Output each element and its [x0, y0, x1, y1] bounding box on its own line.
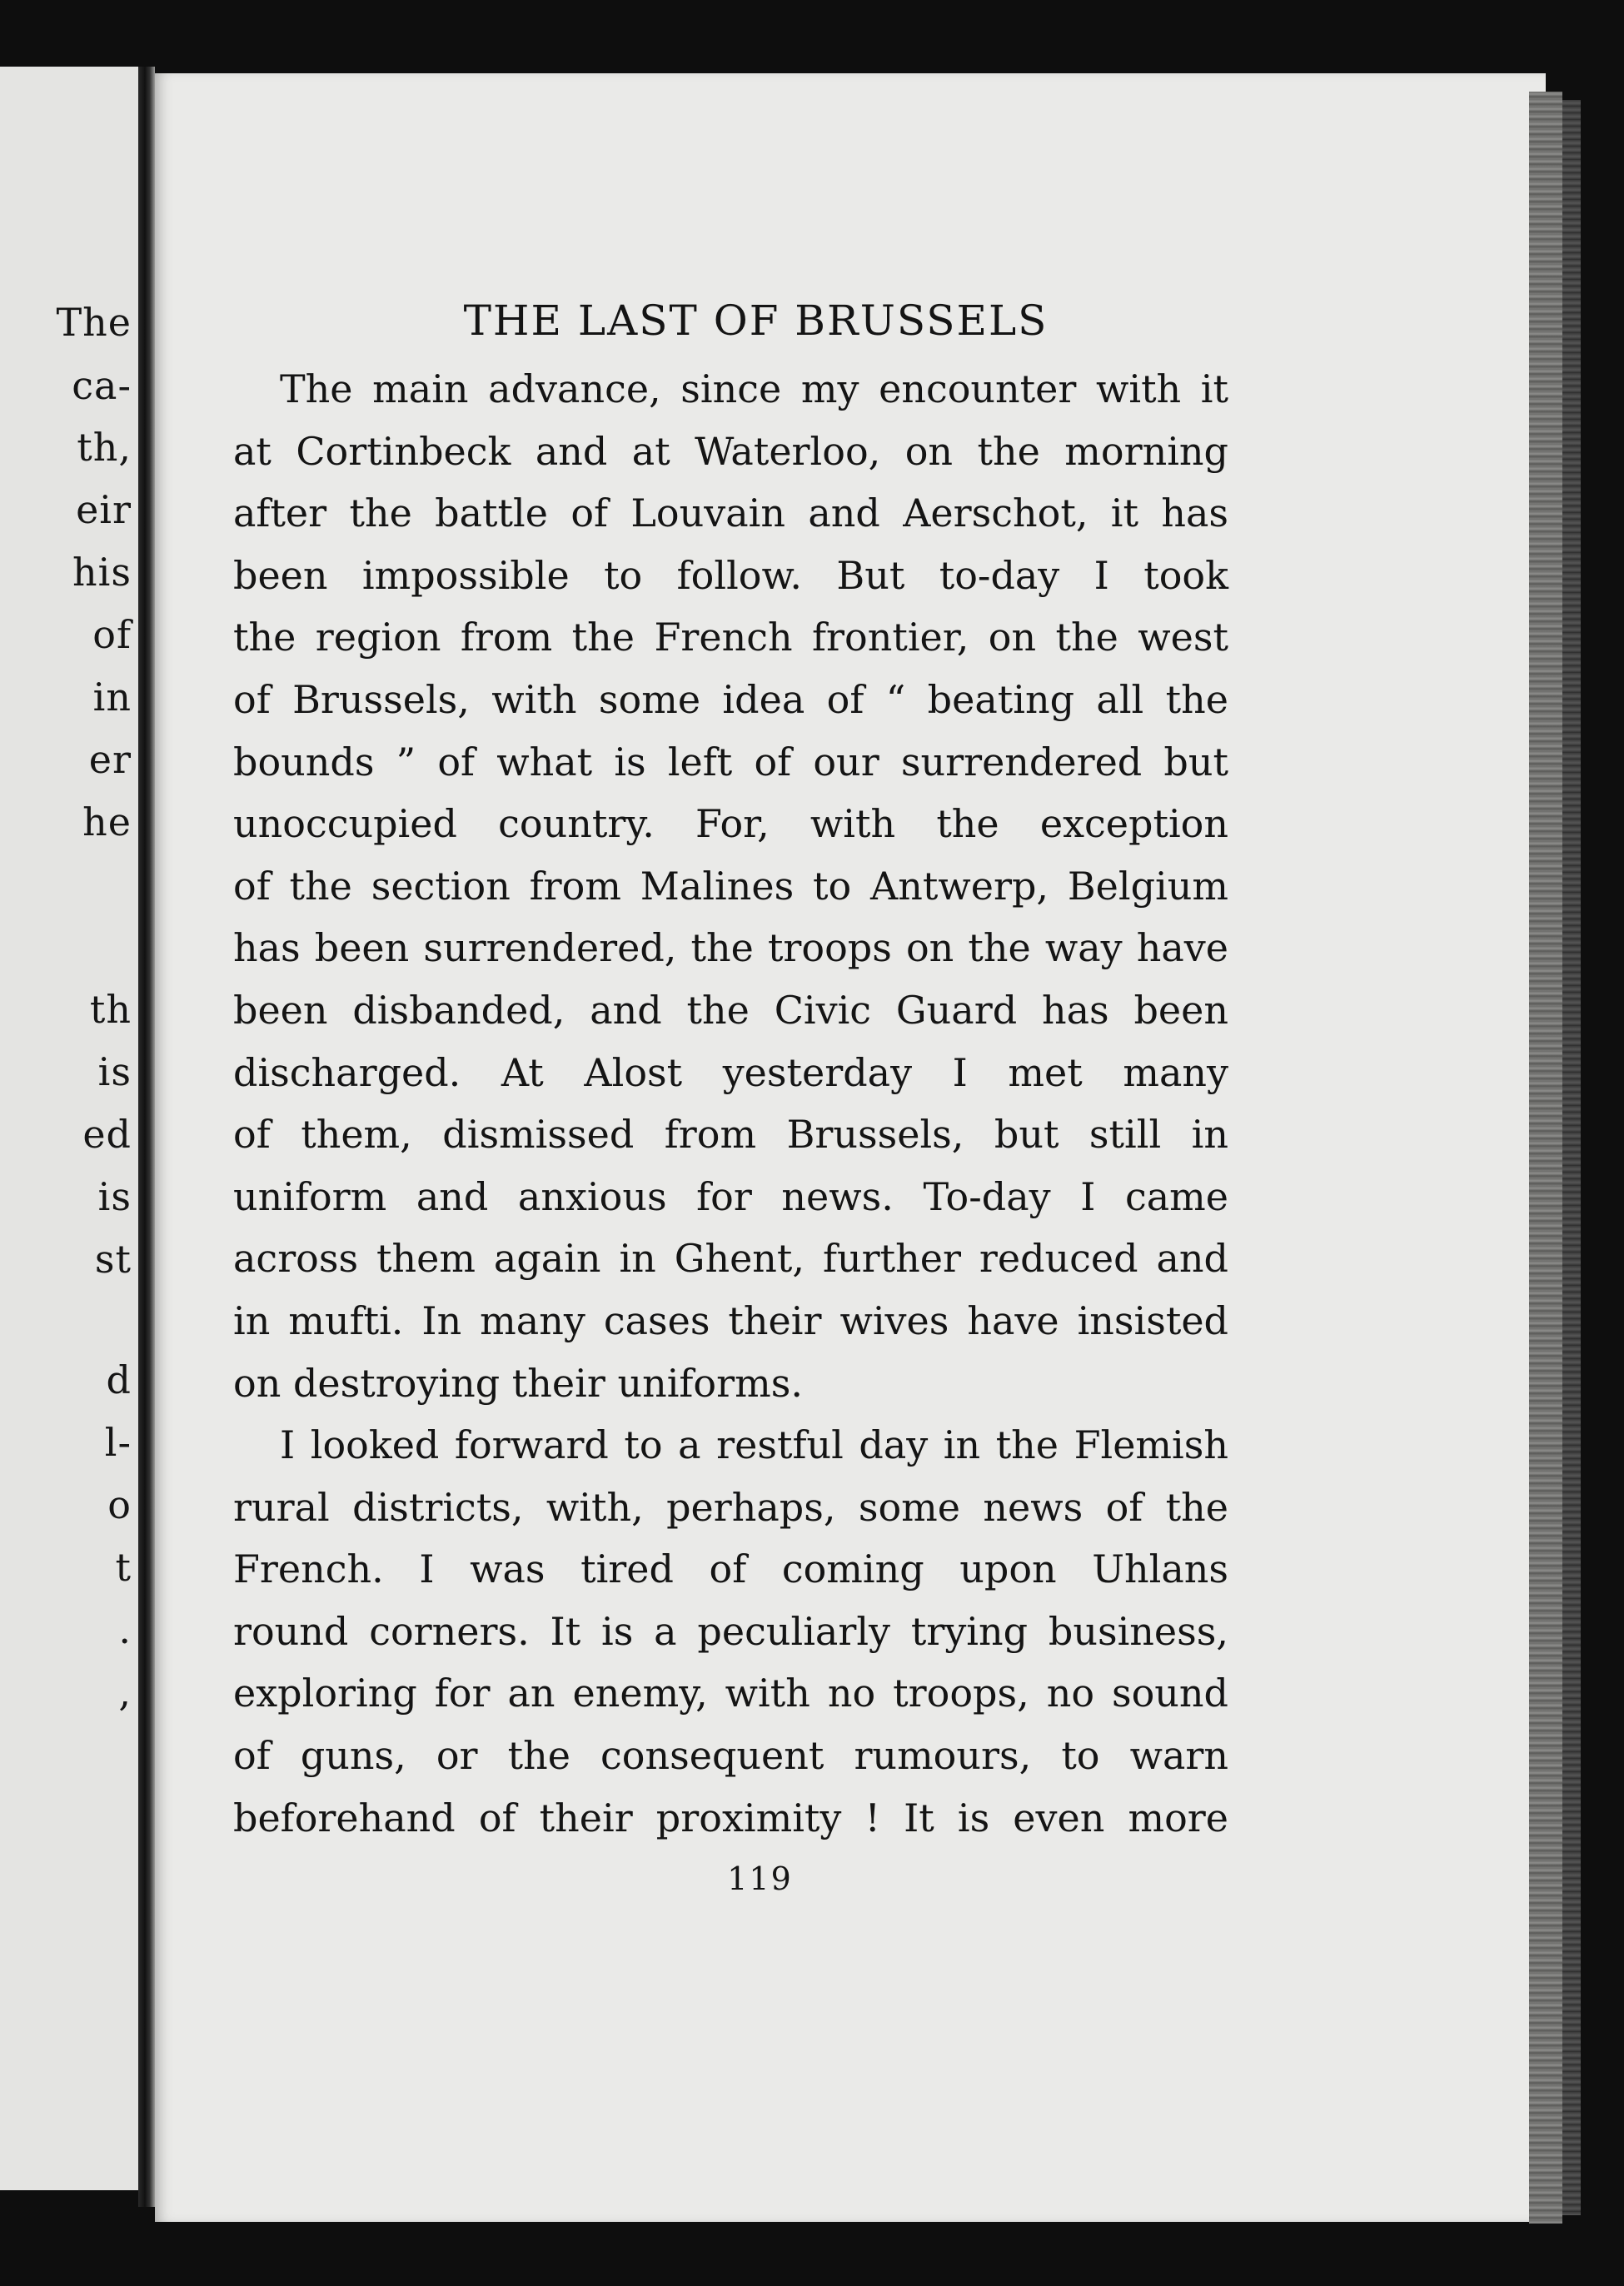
text-line: been disbanded, and the Civic Guard has been: [233, 987, 1228, 1033]
page-text-block: [233, 283, 1228, 1904]
facing-page-fragment: o: [107, 1482, 132, 1527]
text-line: rural districts, with, perhaps, some news of the: [233, 1484, 1228, 1530]
facing-page-fragment: he: [82, 799, 132, 844]
facing-page-fragment: is: [97, 1049, 132, 1094]
text-line: The main advance, since my encounter with it: [280, 366, 1228, 411]
text-line: in mufti. In many cases their wives have insisted: [233, 1297, 1228, 1343]
facing-page-fragment: st: [94, 1237, 132, 1282]
text-line: unoccupied country. For, with the exception: [233, 801, 1228, 847]
text-line: been impossible to follow. But to-day I took: [233, 552, 1228, 598]
text-line: has been surrendered, the troops on the way have: [233, 925, 1228, 971]
text-line: of Brussels, with some idea of “ beating all the: [233, 676, 1228, 722]
facing-page-fragment: ed: [82, 1112, 132, 1157]
text-line: I looked forward to a restful day in the Flemish: [280, 1422, 1228, 1468]
text-line: of guns, or the consequent rumours, to warn: [233, 1733, 1228, 1779]
book-gutter: [138, 67, 155, 2207]
text-line: round corners. It is a peculiarly trying business,: [233, 1608, 1228, 1654]
body-text: [233, 358, 1228, 1849]
text-line: exploring for an enemy, with no troops, no sound: [233, 1671, 1228, 1716]
text-line: discharged. At Alost yesterday I met many: [233, 1049, 1228, 1095]
text-line: bounds ” of what is left of our surrendered but: [233, 739, 1228, 784]
text-line: of them, dismissed from Brussels, but still in: [233, 1112, 1228, 1158]
facing-page-fragment: in: [92, 675, 132, 720]
text-line: French. I was tired of coming upon Uhlans: [233, 1546, 1228, 1592]
text-line: at Cortinbeck and at Waterloo, on the morning: [233, 428, 1228, 474]
facing-page-fragment: er: [88, 737, 132, 782]
facing-page-left: [0, 67, 143, 2190]
facing-page-fragment: his: [72, 550, 132, 595]
facing-page-fragment: ca-: [72, 363, 132, 408]
facing-page-fragment: th,: [77, 425, 132, 470]
facing-page-fragment: ,: [118, 1670, 132, 1715]
running-head: THE LAST OF BRUSSELS: [463, 296, 1049, 345]
facing-page-text-fragments: [0, 67, 143, 2190]
facing-page-fragment: The: [56, 300, 132, 345]
facing-page-fragment: of: [92, 612, 132, 657]
facing-page-fragment: t: [115, 1545, 132, 1590]
text-line: on destroying their uniforms.: [233, 1360, 803, 1406]
page-block-edge-shadow: [1562, 100, 1581, 2215]
facing-page-fragment: d: [106, 1357, 132, 1402]
text-line: of the section from Malines to Antwerp, Belgium: [233, 863, 1228, 909]
page-number: 119: [727, 1860, 793, 1898]
text-line: the region from the French frontier, on the west: [233, 615, 1228, 660]
text-line: after the battle of Louvain and Aerschot, it has: [233, 491, 1228, 536]
text-line: across them again in Ghent, further reduced and: [233, 1236, 1228, 1282]
facing-page-fragment: l-: [104, 1420, 132, 1465]
facing-page-fragment: eir: [76, 487, 132, 532]
facing-page-fragment: is: [97, 1174, 132, 1219]
facing-page-fragment: .: [118, 1607, 132, 1652]
page-block-edge: [1529, 92, 1562, 2224]
text-line: beforehand of their proximity ! It is even more: [233, 1795, 1228, 1840]
facing-page-fragment: th: [89, 987, 132, 1032]
text-line: uniform and anxious for news. To-day I came: [233, 1173, 1228, 1219]
